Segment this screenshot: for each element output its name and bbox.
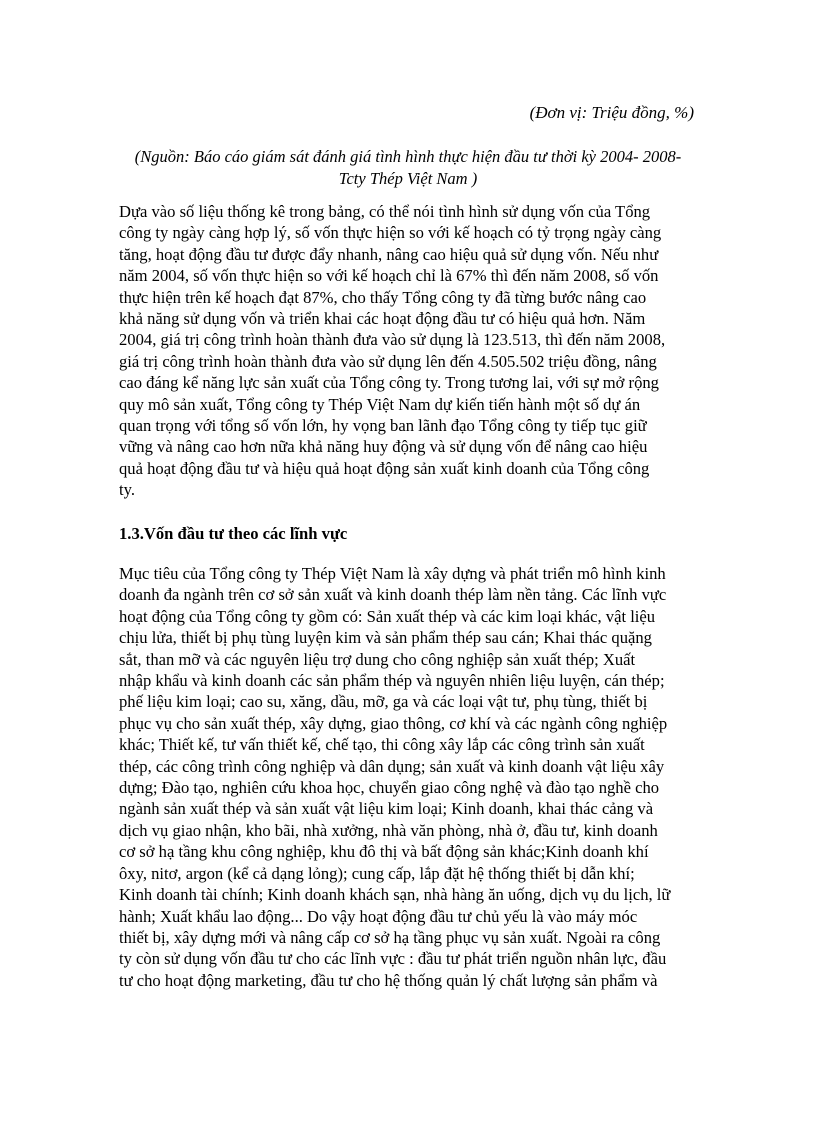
paragraph-line: thép, các công trình công nghiệp và dân dụng; sản xuất và kinh doanh vật liệu xây — [119, 756, 665, 776]
paragraph-line: Kinh doanh tài chính; Kinh doanh khách sạn, nhà hàng ăn uống, dịch vụ du lịch, lữ — [119, 885, 671, 905]
paragraph-line: Dựa vào số liệu thống kê trong bảng, có thể nói tình hình sử dụng vốn của Tổng — [119, 202, 651, 221]
sector-paragraph — [119, 563, 701, 991]
paragraph-line: năm 2004, số vốn thực hiện so với kế hoạch chỉ là 67% thì đến năm 2008, số vốn — [119, 266, 659, 286]
paragraph-line: sắt, than mỡ và các nguyên liệu trợ dung cho công nghiệp sản xuất thép; Xuất — [119, 649, 636, 669]
paragraph-line: tăng, hoạt động đầu tư được đẩy nhanh, nâng cao hiệu quả sử dụng vốn. Nếu như — [119, 244, 659, 264]
paragraph-line: ty. — [119, 480, 135, 500]
unit-note: (Đơn vị: Triệu đồng, %) — [529, 103, 694, 122]
paragraph-line: cơ sở hạ tầng khu công nghiệp, khu đô thị và bất động sản khác;Kinh doanh khí — [119, 842, 649, 862]
paragraph-line: cao đáng kể năng lực sản xuất của Tổng công ty. Trong tương lai, với sự mở rộng — [119, 373, 659, 393]
paragraph-line: thực hiện trên kế hoạch đạt 87%, cho thấy Tổng công ty đã từng bước nâng cao — [119, 287, 647, 307]
paragraph-line: 2004, giá trị công trình hoàn thành đưa vào sử dụng là 123.513, thì đến năm 2008, — [119, 330, 666, 350]
paragraph-line: vững và nâng cao hơn nữa khả năng huy động và sử dụng vốn để nâng cao hiệu — [119, 437, 648, 457]
paragraph-line: chịu lửa, thiết bị phụ tùng luyện kim và sản phẩm thép sau cán; Khai thác quặng — [119, 628, 652, 648]
paragraph-line: Mục tiêu của Tổng công ty Thép Việt Nam là xây dựng và phát triển mô hình kinh — [119, 564, 666, 583]
source-note — [110, 146, 706, 190]
section-heading: 1.3.Vốn đầu tư theo các lĩnh vực — [119, 524, 348, 543]
paragraph-line: quan trọng với tổng số vốn lớn, hy vọng ban lãnh đạo Tổng công ty tiếp tục giữ — [119, 416, 647, 436]
paragraph-line: ty còn sử dụng vốn đầu tư cho các lĩnh vực : đầu tư phát triển nguồn nhân lực, đầu — [119, 949, 667, 969]
paragraph-line: ôxy, nitơ, argon (kể cả dạng lỏng); cung cấp, lắp đặt hệ thống thiết bị dẫn khí; — [119, 863, 635, 883]
paragraph-line: hoạt động của Tổng công ty gồm có: Sản xuất thép và các kim loại khác, vật liệu — [119, 606, 656, 626]
source-note-line: Tcty Thép Việt Nam ) — [338, 169, 478, 188]
paragraph-line: thiết bị, xây dựng mới và nâng cấp cơ sở hạ tầng phục vụ sản xuất. Ngoài ra công — [119, 927, 661, 947]
paragraph-line: giá trị công trình hoàn thành đưa vào sử dụng lên đến 4.505.502 triệu đồng, nâng — [119, 351, 657, 371]
paragraph-line: hành; Xuất khẩu lao động... Do vậy hoạt động đầu tư chủ yếu là vào máy móc — [119, 906, 638, 926]
paragraph-line: dịch vụ giao nhận, kho bãi, nhà xưởng, nhà văn phòng, nhà ở, đầu tư, kinh doanh — [119, 820, 658, 840]
paragraph-line: tư cho hoạt động marketing, đầu tư cho hệ thống quản lý chất lượng sản phẩm và — [119, 970, 658, 990]
paragraph-line: ngành sản xuất thép và sản xuất vật liệu kim loại; Kinh doanh, khai thác cảng và — [119, 799, 654, 819]
paragraph-line: khác; Thiết kế, tư vấn thiết kế, chế tạo, thi công xây lắp các công trình sản xuất — [119, 735, 645, 755]
paragraph-line: phục vụ cho sản xuất thép, xây dựng, giao thông, cơ khí và các ngành công nghiệp — [119, 713, 668, 733]
paragraph-line: khả năng sử dụng vốn và triển khai các hoạt động đầu tư có hiệu quả hơn. Năm — [119, 309, 646, 329]
paragraph-line: dựng; Đào tạo, nghiên cứu khoa học, chuyển giao công nghệ và đào tạo nghề cho — [119, 778, 660, 798]
paragraph-line: phế liệu kim loại; cao su, xăng, dầu, mỡ, ga và các loại vật tư, phụ tùng, thiết bị — [119, 692, 648, 712]
paragraph-line: doanh đa ngành trên cơ sở sản xuất và kinh doanh thép làm nền tảng. Các lĩnh vực — [119, 585, 667, 605]
paragraph-line: công ty ngày càng hợp lý, số vốn thực hiện so với kế hoạch có tỷ trọng ngày càng — [119, 223, 662, 243]
paragraph-line: nhập khẩu và kinh doanh các sản phẩm thép và nguyên nhiên liệu luyện, cán thép; — [119, 671, 665, 691]
analysis-paragraph — [119, 201, 701, 501]
paragraph-line: quả hoạt động đầu tư và hiệu quả hoạt động sản xuất kinh doanh của Tổng công — [119, 458, 650, 478]
paragraph-line: quy mô sản xuất, Tổng công ty Thép Việt Nam dự kiến tiến hành một số dự án — [119, 394, 641, 414]
source-note-line: (Nguồn: Báo cáo giám sát đánh giá tình hình thực hiện đầu tư thời kỳ 2004- 2008- — [134, 147, 682, 166]
